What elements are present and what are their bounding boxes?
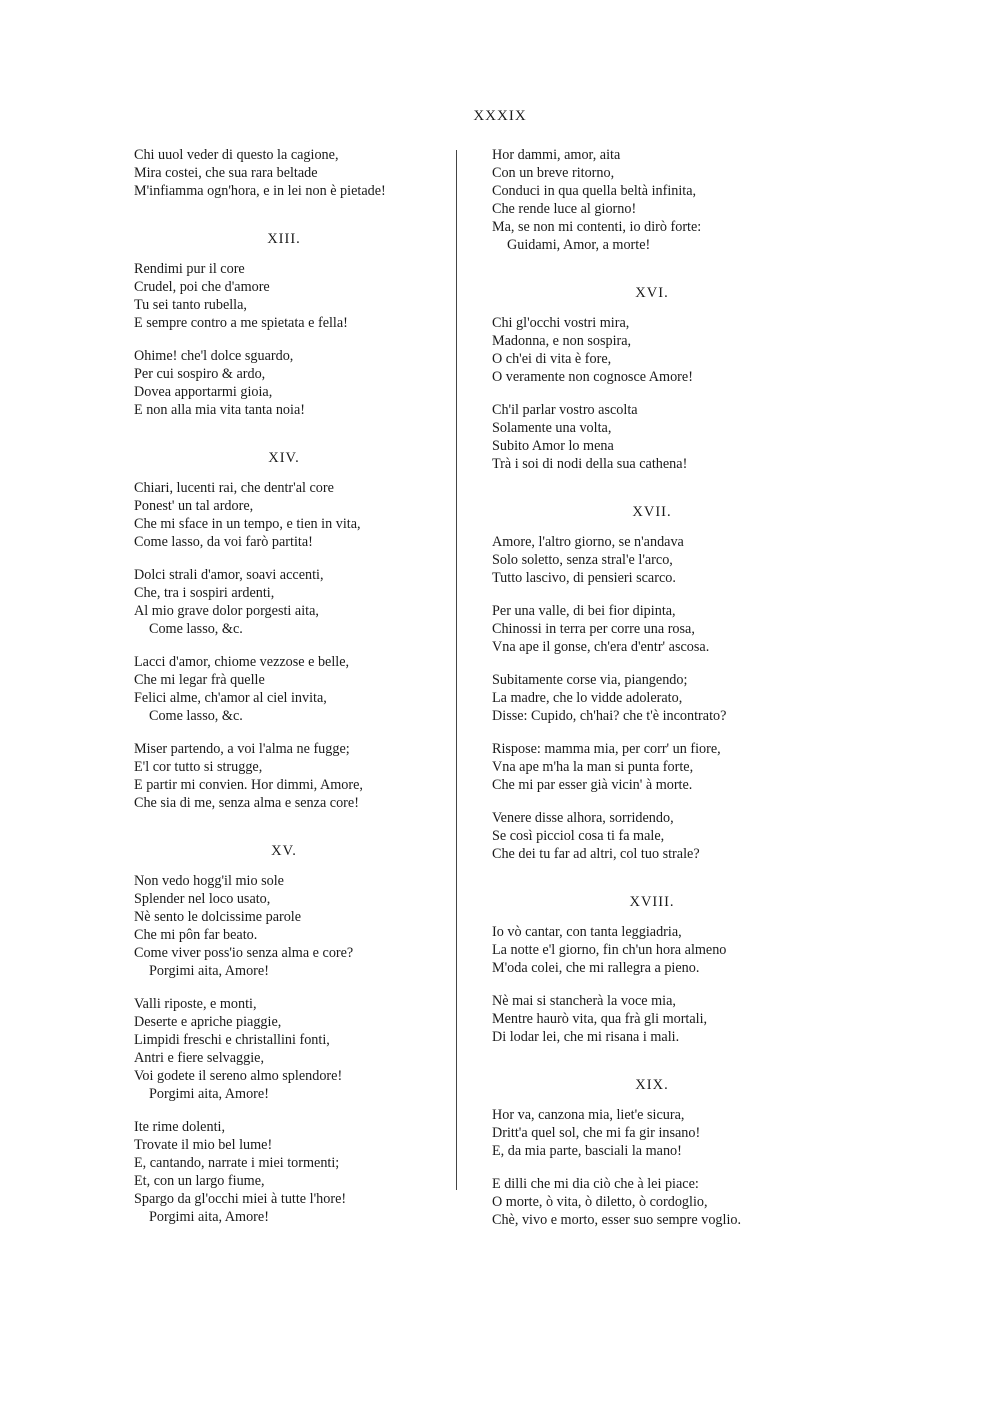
left-column: [134, 146, 434, 1241]
verse-line: Mentre haurò vita, qua frà gli mortali,: [492, 1011, 708, 1027]
verse-line: Antri e fiere selvaggie,: [134, 1050, 264, 1066]
stanza: [492, 401, 812, 473]
poem-block: [134, 449, 434, 812]
poem-number-heading: XVII.: [632, 504, 672, 520]
verse-line: Deserte e apriche piaggie,: [134, 1014, 282, 1030]
verse-line: Tutto lascivo, di pensieri scarco.: [492, 570, 676, 586]
poem-number-heading: XVIII.: [629, 894, 675, 910]
verse-line: Chinossi in terra per corre una rosa,: [492, 621, 695, 637]
poem-block: [134, 230, 434, 419]
verse-line: Porgimi aita, Amore!: [149, 1209, 269, 1225]
stanza: [134, 872, 434, 980]
poem-block: [492, 146, 812, 254]
verse-line: Voi godete il sereno almo splendore!: [134, 1068, 343, 1084]
verse-line: Che sia di me, senza alma e senza core!: [134, 795, 359, 811]
stanza: [134, 146, 434, 200]
verse-line: Che, tra i sospiri ardenti,: [134, 585, 275, 601]
verse-line: Ohime! che'l dolce sguardo,: [134, 348, 294, 364]
verse-line: Al mio grave dolor porgesti aita,: [134, 603, 319, 619]
verse-line: Vna ape m'ha la man si punta forte,: [492, 759, 694, 775]
verse-line: Che rende luce al giorno!: [492, 201, 637, 217]
verse-line: Io vò cantar, con tanta leggiadria,: [492, 924, 682, 940]
verse-line: Guidami, Amor, a morte!: [507, 237, 651, 253]
stanza: [134, 479, 434, 551]
verse-line: Amore, l'altro giorno, se n'andava: [492, 534, 684, 550]
verse-line: Chi gl'occhi vostri mira,: [492, 315, 630, 331]
verse-line: Che mi pôn far beato.: [134, 927, 258, 943]
verse-line: O ch'ei di vita è fore,: [492, 351, 612, 367]
verse-line: O morte, ò vita, ò diletto, ò cordoglio,: [492, 1194, 708, 1210]
stanza: [492, 671, 812, 725]
verse-line: Dolci strali d'amor, soavi accenti,: [134, 567, 324, 583]
verse-line: Solo soletto, senza stral'e l'arco,: [492, 552, 673, 568]
verse-line: Crudel, poi che d'amore: [134, 279, 270, 295]
verse-line: Ma, se non mi contenti, io dirò forte:: [492, 219, 702, 235]
verse-line: E sempre contro a me spietata e fella!: [134, 315, 348, 331]
poem-block: [492, 893, 812, 1046]
verse-line: Miser partendo, a voi l'alma ne fugge;: [134, 741, 350, 757]
verse-line: E non alla mia vita tanta noia!: [134, 402, 305, 418]
stanza: [492, 146, 812, 254]
verse-line: E partir mi convien. Hor dimmi, Amore,: [134, 777, 363, 793]
verse-line: Porgimi aita, Amore!: [149, 1086, 269, 1102]
verse-line: Valli riposte, e monti,: [134, 996, 257, 1012]
verse-line: Trà i soi di nodi della sua cathena!: [492, 456, 688, 472]
poem-number-heading: XIV.: [268, 450, 300, 466]
verse-line: Ch'il parlar vostro ascolta: [492, 402, 638, 418]
verse-line: Ponest' un tal ardore,: [134, 498, 254, 514]
verse-line: Con un breve ritorno,: [492, 165, 615, 181]
verse-line: Se così picciol cosa ti fa male,: [492, 828, 665, 844]
page-number: XXXIX: [473, 108, 527, 124]
right-column: [492, 146, 812, 1244]
verse-line: Venere disse alhora, sorridendo,: [492, 810, 674, 826]
poem-block: [134, 842, 434, 1226]
verse-line: Rispose: mamma mia, per corr' un fiore,: [492, 741, 721, 757]
poem-number-heading: XIX.: [635, 1077, 669, 1093]
verse-line: Subito Amor lo mena: [492, 438, 614, 454]
verse-line: Hor dammi, amor, aita: [492, 147, 621, 163]
verse-line: M'infiamma ogn'hora, e in lei non è pietade!: [134, 183, 386, 199]
verse-line: Hor va, canzona mia, liet'e sicura,: [492, 1107, 685, 1123]
verse-line: Come lasso, &c.: [149, 708, 243, 724]
stanza: [492, 533, 812, 587]
verse-line: Per una valle, di bei fior dipinta,: [492, 603, 676, 619]
column-divider: [456, 150, 457, 1190]
verse-line: Limpidi freschi e christallini fonti,: [134, 1032, 330, 1048]
stanza: [492, 992, 812, 1046]
verse-line: Subitamente corse via, piangendo;: [492, 672, 688, 688]
stanza: [492, 314, 812, 386]
verse-line: Madonna, e non sospira,: [492, 333, 632, 349]
stanza: [134, 260, 434, 332]
verse-line: Ite rime dolenti,: [134, 1119, 226, 1135]
verse-line: Che mi legar frà quelle: [134, 672, 265, 688]
verse-line: Dovea apportarmi gioia,: [134, 384, 273, 400]
verse-line: Chiari, lucenti rai, che dentr'al core: [134, 480, 334, 496]
verse-line: Che mi sface in un tempo, e tien in vita,: [134, 516, 361, 532]
verse-line: Conduci in qua quella beltà infinita,: [492, 183, 697, 199]
verse-line: Come lasso, da voi farò partita!: [134, 534, 313, 550]
poem-block: [492, 1076, 812, 1229]
stanza: [492, 740, 812, 794]
verse-line: Nè mai si stancherà la voce mia,: [492, 993, 676, 1009]
verse-line: Lacci d'amor, chiome vezzose e belle,: [134, 654, 350, 670]
verse-line: Tu sei tanto rubella,: [134, 297, 247, 313]
stanza: [134, 1118, 434, 1226]
verse-line: E, da mia parte, basciali la mano!: [492, 1143, 682, 1159]
stanza: [134, 740, 434, 812]
verse-line: Vna ape il gonse, ch'era d'entr' ascosa.: [492, 639, 710, 655]
poem-block: [492, 503, 812, 863]
verse-line: Di lodar lei, che mi risana i mali.: [492, 1029, 680, 1045]
verse-line: Et, con un largo fiume,: [134, 1173, 265, 1189]
poem-block: [492, 284, 812, 473]
verse-line: Rendimi pur il core: [134, 261, 245, 277]
verse-line: Splender nel loco usato,: [134, 891, 271, 907]
verse-line: O veramente non cognosce Amore!: [492, 369, 693, 385]
verse-line: La notte e'l giorno, fin ch'un hora almeno: [492, 942, 727, 958]
stanza: [492, 602, 812, 656]
verse-line: La madre, che lo vidde adolerato,: [492, 690, 683, 706]
verse-line: Come lasso, &c.: [149, 621, 243, 637]
verse-line: E dilli che mi dia ciò che à lei piace:: [492, 1176, 699, 1192]
verse-line: E'l cor tutto si strugge,: [134, 759, 263, 775]
poem-number-heading: XIII.: [267, 231, 301, 247]
verse-line: Per cui sospiro & ardo,: [134, 366, 266, 382]
verse-line: Felici alme, ch'amor al ciel invita,: [134, 690, 327, 706]
verse-line: Che mi par esser già vicin' à morte.: [492, 777, 693, 793]
stanza: [492, 1175, 812, 1229]
stanza: [492, 1106, 812, 1160]
verse-line: Spargo da gl'occhi miei à tutte l'hore!: [134, 1191, 347, 1207]
stanza: [134, 566, 434, 638]
poem-block: [134, 146, 434, 200]
verse-line: Non vedo hogg'il mio sole: [134, 873, 284, 889]
verse-line: Disse: Cupido, ch'hai? che t'è incontrato?: [492, 708, 727, 724]
verse-line: Che dei tu far ad altri, col tuo strale?: [492, 846, 700, 862]
stanza: [134, 347, 434, 419]
verse-line: Chè, vivo e morto, esser suo sempre voglio.: [492, 1212, 742, 1228]
verse-line: Chi uuol veder di questo la cagione,: [134, 147, 339, 163]
verse-line: E, cantando, narrate i miei tormenti;: [134, 1155, 340, 1171]
verse-line: Mira costei, che sua rara beltade: [134, 165, 318, 181]
poem-number-heading: XVI.: [635, 285, 669, 301]
poem-number-heading: XV.: [271, 843, 297, 859]
verse-line: Porgimi aita, Amore!: [149, 963, 269, 979]
verse-line: Nè sento le dolcissime parole: [134, 909, 302, 925]
stanza: [134, 653, 434, 725]
verse-line: M'oda colei, che mi rallegra a pieno.: [492, 960, 700, 976]
stanza: [492, 809, 812, 863]
stanza: [492, 923, 812, 977]
verse-line: Dritt'a quel sol, che mi fa gir insano!: [492, 1125, 701, 1141]
verse-line: Solamente una volta,: [492, 420, 612, 436]
verse-line: Trovate il mio bel lume!: [134, 1137, 273, 1153]
stanza: [134, 995, 434, 1103]
verse-line: Come viver poss'io senza alma e core?: [134, 945, 354, 961]
